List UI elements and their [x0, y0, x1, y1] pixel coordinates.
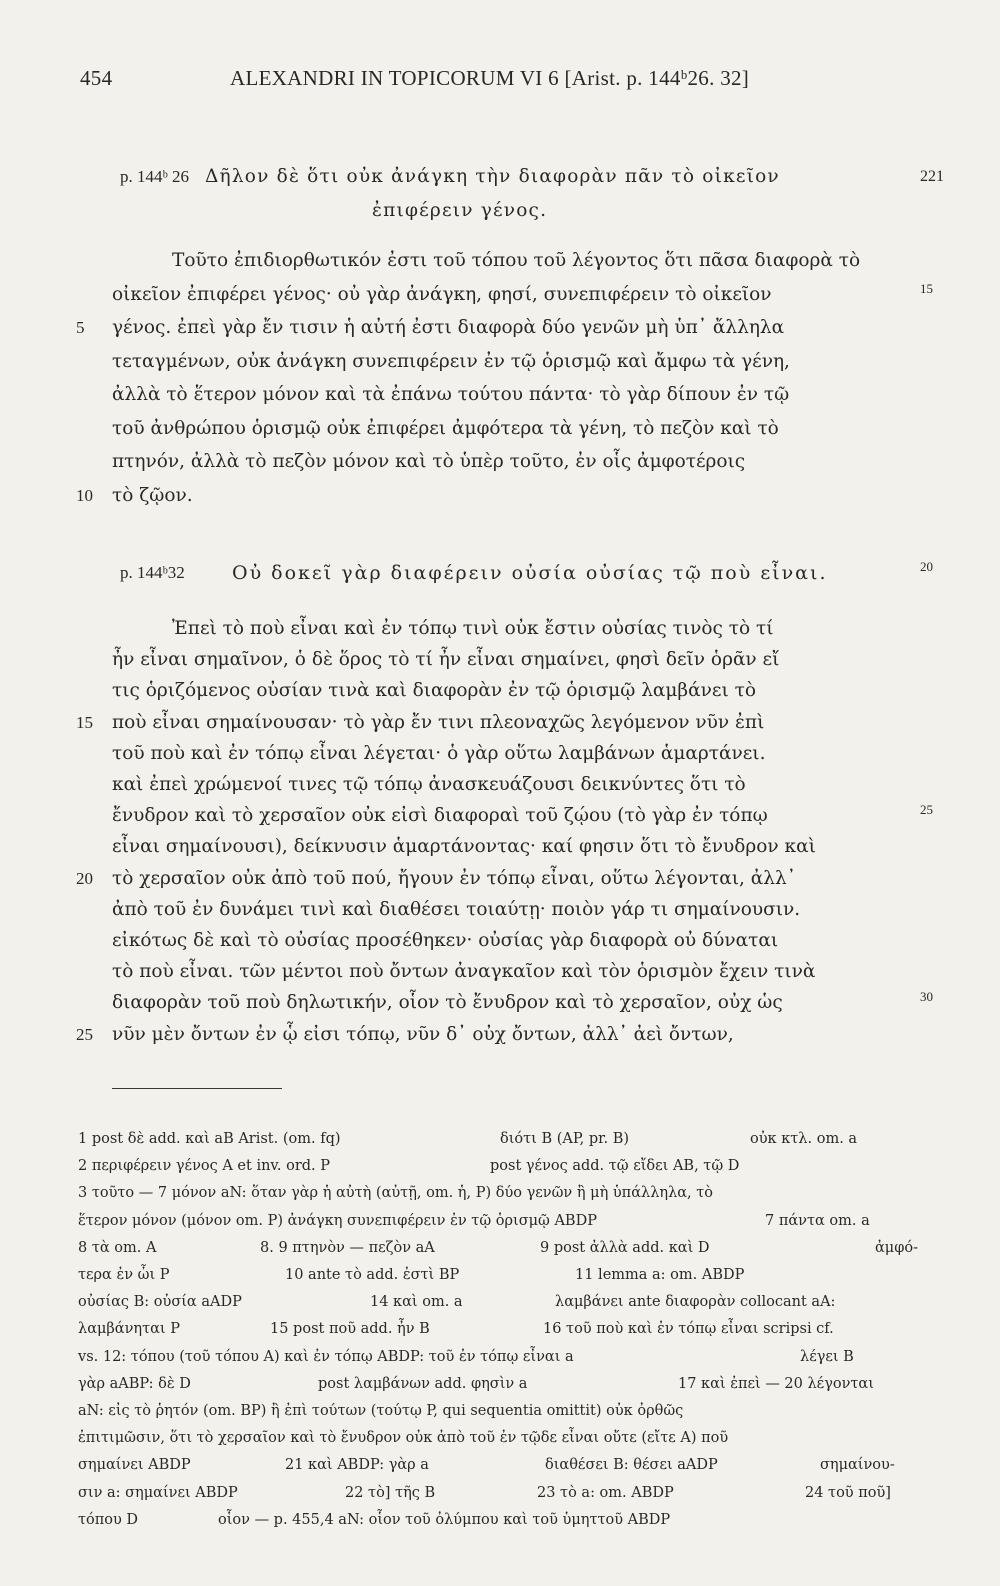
footnote-line — [0, 1289, 1000, 1315]
footnote-entry: vs. 12: τόπου (τοῦ τόπου A) καὶ ἐν τόπῳ ABDP: τοῦ ἐν τόπῳ εἶναι a — [78, 1348, 574, 1365]
text-content: καὶ ἐπεὶ χρώμενοί τινες τῷ τόπῳ ἀνασκευάζουσι δεικνύντες ὅτι τὸ — [112, 774, 746, 795]
footnote-entry: 17 καὶ ἐπεὶ — 20 λέγονται — [678, 1375, 874, 1392]
line-number: 25 — [76, 1024, 93, 1044]
footnote-line — [0, 1153, 1000, 1179]
footnote-entry: 24 τοῦ ποῦ] — [805, 1484, 891, 1501]
lemma-text: Οὐ δοκεῖ γὰρ διαφέρειν οὐσία οὐσίας τῷ ποὺ εἶναι. — [232, 562, 828, 584]
footnote-line — [0, 1235, 1000, 1261]
text-content: εἰκότως δὲ καὶ τὸ οὐσίας προσέθηκεν· οὐσίας γὰρ διαφορὰ οὐ δύναται — [112, 930, 779, 951]
text-content: τοῦ ποὺ καὶ ἐν τόπῳ εἶναι λέγεται· ὁ γὰρ οὕτω λαμβάνων ἁμαρτάνει. — [112, 742, 766, 764]
footnote-entry: post λαμβάνων add. φησὶν a — [318, 1375, 528, 1392]
footnote-line — [0, 1480, 1000, 1506]
footnote-entry: 16 τοῦ ποὺ καὶ ἐν τόπῳ εἶναι scripsi cf. — [543, 1321, 834, 1338]
footnote-entry: 8 τὰ om. A — [78, 1239, 157, 1256]
footnote-entry: 3 τοῦτο — 7 μόνον aN: ὅταν γὰρ ἡ αὐτὴ (αὐτῇ, om. ἡ, P) δύο γενῶν ἢ μὴ ὑπάλληλα, τὸ — [78, 1185, 714, 1202]
text-line — [0, 955, 1000, 989]
text-line — [0, 706, 1000, 740]
margin-number: 25 — [920, 802, 933, 818]
footnote-entry: ἕτερον μόνον (μόνον om. P) ἀνάγκη συνεπιφέρειν ἐν τῷ ὁρισμῷ ABDP — [78, 1212, 597, 1229]
footnote-line — [0, 1208, 1000, 1234]
text-line — [0, 612, 1000, 646]
running-header — [80, 66, 940, 96]
text-content: τοῦ ἀνθρώπου ὁρισμῷ οὐκ ἐπιφέρει ἀμφότερα τὰ γένη, τὸ πεζὸν καὶ τὸ — [112, 417, 779, 439]
line-number: 10 — [76, 485, 93, 505]
text-content: οἰκεῖον ἐπιφέρει γένος· οὐ γὰρ ἀνάγκη, φησί, συνεπιφέρειν τὸ οἰκεῖον — [112, 283, 772, 305]
footnote-entry: τερα ἐν ὧι P — [78, 1267, 170, 1283]
text-line — [0, 862, 1000, 896]
text-line — [0, 412, 1000, 446]
footnote-entry: 1 post δὲ add. καὶ aB Arist. (om. fq) — [78, 1131, 341, 1147]
footnote-entry: διότι B (AP, pr. B) — [500, 1131, 630, 1147]
footnote-line — [0, 1262, 1000, 1288]
footnote-entry: λέγει B — [800, 1348, 854, 1365]
text-line — [0, 345, 1000, 379]
footnote-entry: 9 post ἀλλὰ add. καὶ D — [540, 1239, 710, 1256]
text-line — [0, 893, 1000, 927]
footnote-line — [0, 1452, 1000, 1478]
text-content: τὸ ζῷον. — [112, 484, 193, 506]
footnote-entry: λαμβάνει ante διαφορὰν collocant aA: — [555, 1294, 836, 1311]
footnote-line — [0, 1425, 1000, 1451]
footnote-entry: ἀμφό- — [875, 1239, 918, 1256]
text-content: Ἐπεὶ τὸ ποὺ εἶναι καὶ ἐν τόπῳ τινὶ οὐκ ἔστιν οὐσίας τινὸς τὸ τί — [172, 618, 774, 639]
text-content: Τοῦτο ἐπιδιορθωτικόν ἐστι τοῦ τόπου τοῦ λέγοντος ὅτι πᾶσα διαφορὰ τὸ — [172, 250, 861, 271]
footnote-entry: γὰρ aABP: δὲ D — [78, 1375, 191, 1392]
text-content: διαφορὰν τοῦ ποὺ δηλωτικήν, οἷον τὸ ἔνυδρον καὶ τὸ χερσαῖον, οὐχ ὡς — [112, 992, 783, 1014]
margin-number: 221 — [920, 168, 944, 185]
text-line — [0, 479, 1000, 513]
footnote-entry: 11 lemma a: om. ABDP — [575, 1267, 745, 1283]
text-line — [0, 278, 1000, 312]
text-line — [0, 830, 1000, 864]
lemma-reference: p. 144ᵇ32 — [120, 563, 185, 582]
footnote-entry: σιν a: σημαίνει ABDP — [78, 1484, 238, 1501]
text-content: ἀπὸ τοῦ ἐν δυνάμει τινὶ καὶ διαθέσει τοιαύτῃ· ποιὸν γάρ τι σημαίνουσιν. — [112, 898, 801, 920]
text-content: εἶναι σημαίνουσι), δείκνυσιν ἁμαρτάνοντας· καί φησιν ὅτι τὸ ἔνυδρον καὶ — [112, 836, 816, 858]
lemma-line — [0, 160, 1000, 194]
text-content: πτηνόν, ἀλλὰ τὸ πεζὸν μόνον καὶ τὸ ὑπὲρ τοῦτο, ἐν οἷς ἀμφοτέροις — [112, 451, 746, 472]
footnote-entry: 15 post ποῦ add. ἦν B — [270, 1321, 430, 1338]
footnote-rule — [112, 1088, 282, 1089]
text-content: τις ὁριζόμενος οὐσίαν τινὰ καὶ διαφορὰν ἐν τῷ ὁρισμῷ λαμβάνει τὸ — [112, 680, 756, 702]
margin-number: 15 — [920, 280, 933, 296]
text-content: γένος. ἐπεὶ γὰρ ἔν τισιν ἡ αὐτή ἐστι διαφορὰ δύο γενῶν μὴ ὑπ᾽ ἄλληλα — [112, 317, 785, 338]
footnote-entry: τόπου D — [78, 1511, 139, 1528]
footnote-entry: 21 καὶ ABDP: γὰρ a — [285, 1457, 429, 1474]
footnote-entry: 8. 9 πτηνὸν — πεζὸν aA — [260, 1239, 435, 1256]
footnote-entry: οἷον — p. 455,4 aN: οἷον τοῦ ὀλύμπου καὶ τοῦ ὑμηττοῦ ABDP — [218, 1511, 671, 1528]
text-line — [0, 643, 1000, 677]
lemma-line — [0, 194, 1000, 228]
text-line — [0, 378, 1000, 412]
margin-number: 20 — [920, 559, 933, 574]
footnote-line — [0, 1371, 1000, 1397]
line-number: 20 — [76, 868, 93, 888]
text-content: τεταγμένων, οὐκ ἀνάγκη συνεπιφέρειν ἐν τῷ ὁρισμῷ καὶ ἄμφω τὰ γένη, — [112, 350, 790, 372]
lemma-reference: p. 144ᵇ 26 — [120, 167, 190, 186]
text-content: τὸ χερσαῖον οὐκ ἀπὸ τοῦ πού, ἤγουν ἐν τόπῳ εἶναι, οὕτω λέγονται, ἀλλ᾽ — [112, 867, 796, 889]
footnote-entry: 23 τὸ a: om. ABDP — [537, 1484, 674, 1501]
text-line — [0, 311, 1000, 345]
line-number: 5 — [76, 318, 85, 337]
text-line — [0, 674, 1000, 708]
footnote-entry: οὐκ κτλ. om. a — [750, 1131, 858, 1147]
footnote-entry: 2 περιφέρειν γένος A et inv. ord. P — [78, 1158, 331, 1175]
footnote-entry: διαθέσει B: θέσει aADP — [545, 1457, 718, 1474]
footnote-entry: σημαίνει ABDP — [78, 1457, 191, 1474]
footnote-entry: 10 ante τὸ add. ἐστὶ BP — [285, 1267, 460, 1283]
footnote-line — [0, 1507, 1000, 1533]
text-line — [0, 924, 1000, 958]
text-line — [0, 445, 1000, 479]
text-line — [0, 986, 1000, 1020]
text-line — [0, 737, 1000, 771]
text-content: ἔνυδρον καὶ τὸ χερσαῖον οὐκ εἰσὶ διαφοραὶ τοῦ ζῴου (τὸ γὰρ ἐν τόπῳ — [112, 805, 768, 827]
line-number: 15 — [76, 712, 93, 732]
footnote-entry: 14 καὶ om. a — [370, 1294, 463, 1311]
footnote-line — [0, 1398, 1000, 1424]
footnote-entry: aN: εἰς τὸ ῥητόν (om. BP) ἢ ἐπὶ τούτων (τούτῳ P, qui sequentia omittit) οὐκ ὀρθῶς — [78, 1403, 684, 1419]
page-number: 454 — [80, 66, 113, 90]
text-line — [0, 799, 1000, 833]
footnote-line — [0, 1180, 1000, 1206]
margin-number: 30 — [920, 989, 933, 1005]
footnote-entry: 22 τὸ] τῆς B — [345, 1484, 436, 1501]
text-content: ποὺ εἶναι σημαίνουσαν· τὸ γὰρ ἔν τινι πλεοναχῶς λεγόμενον νῦν ἐπὶ — [112, 711, 765, 733]
footnote-line — [0, 1126, 1000, 1152]
footnote-entry: οὐσίας B: οὐσία aADP — [78, 1294, 242, 1311]
running-title: ALEXANDRI IN TOPICORUM VI 6 [Arist. p. 144ᵇ26. 32] — [230, 66, 750, 90]
text-line — [0, 768, 1000, 802]
lemma-line — [0, 556, 1000, 590]
footnote-entry: 7 πάντα om. a — [765, 1212, 870, 1229]
text-content: ἦν εἶναι σημαῖνον, ὁ δὲ ὅρος τὸ τί ἦν εἶναι σημαίνει, φησὶ δεῖν ὁρᾶν εἴ — [112, 649, 780, 671]
footnote-line — [0, 1344, 1000, 1370]
footnote-entry: ἐπιτιμῶσιν, ὅτι τὸ χερσαῖον καὶ τὸ ἔνυδρον οὐκ ἀπὸ τοῦ ἐν τῷδε εἶναι οὔτε (εἴτε A) ποῦ — [78, 1430, 729, 1447]
lemma-text: Δῆλον δὲ ὅτι οὐκ ἀνάγκη τὴν διαφορὰν πᾶν τὸ οἰκεῖον — [205, 166, 780, 187]
text-content: ἀλλὰ τὸ ἕτερον μόνον καὶ τὰ ἐπάνω τούτου πάντα· τὸ γὰρ δίπουν ἐν τῷ — [112, 384, 790, 405]
text-content: νῦν μὲν ὄντων ἐν ᾧ εἰσι τόπῳ, νῦν δ᾽ οὐχ ὄντων, ἀλλ᾽ ἀεὶ ὄντων, — [112, 1023, 734, 1045]
footnote-entry: post γένος add. τῷ εἴδει AB, τῷ D — [490, 1158, 740, 1175]
text-content: τὸ ποὺ εἶναι. τῶν μέντοι ποὺ ὄντων ἀναγκαῖον καὶ τὸν ὁρισμὸν ἔχειν τινὰ — [112, 961, 816, 983]
footnote-line — [0, 1316, 1000, 1342]
text-line — [0, 1018, 1000, 1052]
lemma-text: ἐπιφέρειν γένος. — [372, 200, 548, 221]
footnote-entry: λαμβάνηται P — [78, 1321, 180, 1338]
footnote-entry: σημαίνου- — [820, 1457, 895, 1474]
text-line — [0, 244, 1000, 278]
